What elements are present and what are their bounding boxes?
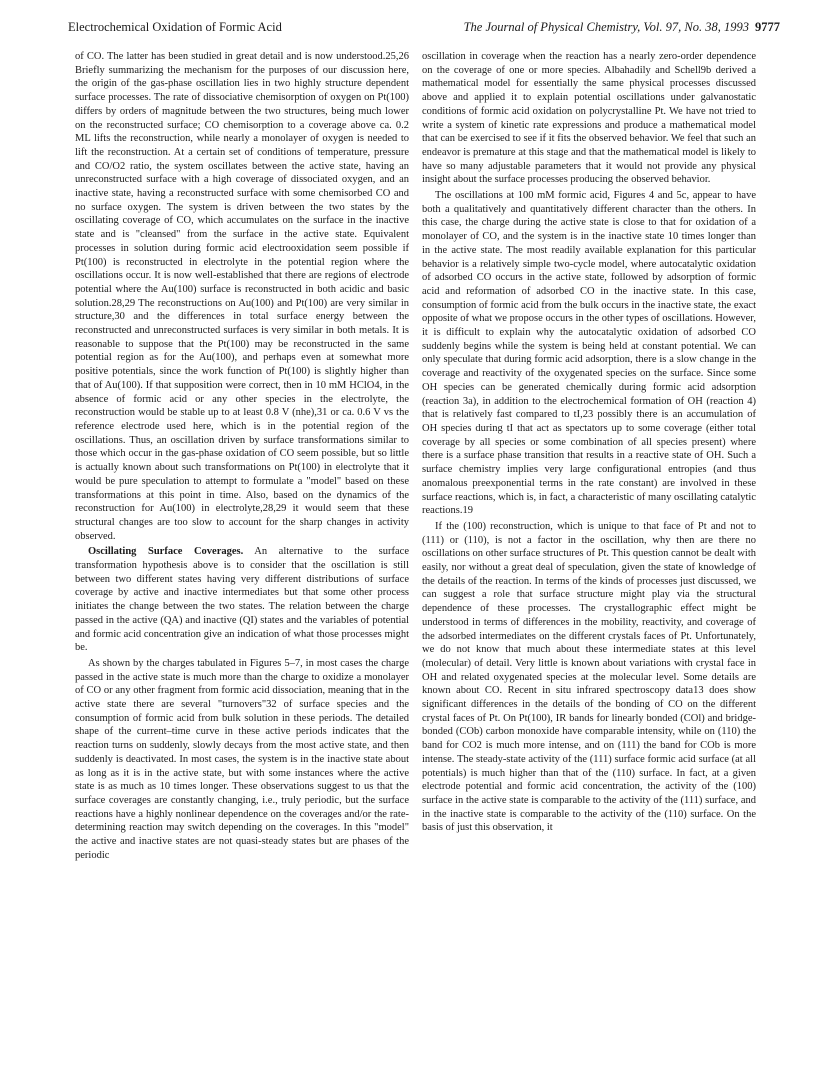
paragraph: oscillation in coverage when the reaction has a nearly zero-order dependence on the coverage of one or more species. Albahadily and Schell9b derived a mathematical model for essentially the same physical processes discussed above and applied it to explain potential oscillations under galvanostatic conditions of formic acid oxidation on polycrystalline Pt. We have not tried to write a system of kinetic rate expressions and produce a mathematical model that can be exercised to see if it fits the observed behavior. We feel that such an endeavor is premature at this stage and that the mathematical model is likely to have so many adjustable parameters that it would not provide any physical insight about the surface processes producing the observed behavior.	[422, 51, 756, 186]
left-column	[75, 50, 409, 862]
journal-name: The Journal of Physical Chemistry, Vol. 97, No. 38, 1993	[463, 20, 749, 34]
paragraph: As shown by the charges tabulated in Figures 5–7, in most cases the charge passed in the active state is much more than the charge to oxidize a monolayer of CO or any other fragment from formic acid dissociation, meaning that in the active state there are several "turnovers"32 of surface species and the consumption of formic acid from bulk solution in these periods. The detailed shape of the current–time curve in these active periods indicates that the reaction turns on suddenly, slowly decays from the most active state, and then suddenly is deactivated. In most cases, the system is in the inactive state about as long as it is in the active state, but with some instances where the active state is as much as 10 times longer. These observations suggest to us that the surface coverages are constantly changing, i.e., truly periodic, but the surface reactions have a highly nonlinear dependence on the coverages and/or the rate-determining reaction may switch depending on the coverages. In this "model" the active and inactive states are not quasi-steady states but are phases of the periodic	[75, 657, 409, 861]
paragraph	[75, 545, 409, 655]
paragraph: If the (100) reconstruction, which is unique to that face of Pt and not to (111) or (110), is not a factor in the oscillation, why then are there no oscillations on other surface structures of Pt. This question cannot be dealt with easily, nor without a great deal of speculation, given the state of knowledge of the details of the reaction. In terms of the kinds of processes just discussed, we can suggest a role that surface structure might play via the structural dependence of these processes. The crystallographic effect might be understood in terms of differences in the mobility, reactivity, and coverage of the adsorbed intermediates on the different crystals faces of Pt. Unfortunately, we do not know that much about these intermediate states at this level (molecular) of detail. Very little is known about variations with crystal face in OH and related oxygenated species at the molecular level. Some details are known about CO. Recent in situ infrared spectroscopy data13 does show significant differences in the details of the bonding of CO on the different crystal faces of Pt. On Pt(100), IR bands for linearly bonded (COl) and bridge-bonded (COb) carbon monoxide have comparable intensity, while on (110) the band for CO2 is much more intense, and on (111) the band for COb is more intense. The steady-state activity of the (111) surface formic acid surface (at all potentials) is much higher than that of the (110) surface. In fact, at a given electrode potential and formic acid concentration, the activity of the (100) surface in the active state is comparable to the activity of the (111) surface, and in the inactive state is comparable to the activity of the (110) surface. On the basis of just this observation, it	[422, 520, 756, 834]
paragraph: of CO. The latter has been studied in great detail and is now understood.25,26 Briefly summarizing the mechanism for the purposes of our discussion here, the origin of the gas-phase oscillation lies in two highly structure dependent surface processes. The rate of dissociative chemisorption of oxygen on Pt(100) differs by orders of magnitude between the two structures, being much lower on the reconstructed surface; CO chemisorption to a coverage above ca. 0.2 ML lifts the reconstruction, while nearly a monolayer of oxygen is needed to lift the reconstruction. At a certain set of conditions of temperature, pressure and CO/O2 ratio, the system oscillates between the active state, having an unreconstructed surface with a high coverage of dissociated oxygen, and an inactive state, having a reconstructed surface with some chemisorbed CO and no surface oxygen. The system is driven between the two states by the oscillating coverage of CO, which accumulates on the surface in the inactive state and is "cleansed" from the surface in the active state. Equivalent processes in solution during formic acid electrooxidation seem possible if Pt(100) is reconstructed in electrolyte in the potential region where the oscillations occur. It is now well-established that there are regions of electrode potential where the Au(100) surface is reconstructed in both acidic and basic solution.28,29 The reconstructions on Au(100) and Pt(100) are very similar in structure,30 and the differences in total surface energy between the reconstructed and unreconstructed surfaces is very similar in both metals. It is reasonable to suppose that the Pt(100) may be reconstructed in the same potential region as for the Au(100), and perhaps even at somewhat more positive potentials, since the work function of Pt(100) is slightly higher than that of Au(100). If that supposition were correct, then in 10 mM HClO4, in the absence of formic acid or any other species in the electrolyte, the reconstruction would be stable up to at least 0.8 V (nhe),31 or ca. 0.6 V vs the reference electrode used here, which is in the potential region of the oscillations. Thus, an oscillation driven by surface transformations similar to those which occur in the gas-phase oxidation of CO seem possible, but so little is actually known about such transformations on Pt(100) in electrolyte that it would be pure speculation to attempt to formulate a "model" based on these transformations at this point in time. Also, based on the dynamics of the reconstruction for Au(100) in electrolyte,28,29 it would seem that these structural changes are too slow to account for the sharp changes in activity observed.	[75, 51, 409, 542]
paragraph-text: An alternative to the surface transformation hypothesis above is to consider that the oscillation is still between two different states having very different distributions of surface coverage by active and inactive intermediates but that some other process initiates the change between the two states. The relation between the charge passed in the active (QA) and inactive (QI) states and the variables of potential and formic acid concentration give an indication of what those processes might be.	[75, 546, 409, 654]
running-header	[68, 20, 780, 40]
paragraph: The oscillations at 100 mM formic acid, Figures 4 and 5c, appear to have both a qualitatively and quantitatively different character than the others. In this case, the charge during the active state is close to that for oxidation of a monolayer of CO, and the system is in the inactive state 10 times longer than in the active state. The most readily available explanation for this particular behavior is a relatively simple two-cycle model, where autocatalytic oxidation of adsorbed CO occurs in the active state, followed by adsorption of formic acid and reformation of adsorbed CO in the inactive state. In this case, consumption of formic acid from the bulk occurs in the inactive state, the exact opposite of what we propose occurs in the other types of oscillations. However, it is difficult to explain why the autocatalytic oxidation of adsorbed CO suddenly begins while the system is being held at constant potential. We can only speculate that during formic acid adsorption, there is a slow change in the coverage and reactivity of the oxygenated species on the surface. Since some OH species can be generated chemically during formic acid adsorption (reaction 3a), in addition to the electrochemical formation of OH (reaction 4) that is relatively fast compared to tI,23 possibly there is an accumulation of OH species during tI that act as spectators up to some coverage (either total coverage by all species or some combination of all species present) where there is a surface phase transition that results in a reactive state of OH. Such a surface chemistry implies very large configurational entropies (and thus anomalous preexponential terms in the rate constant) are involved in these surface reactions, which is, in fact, a characteristic of many oscillating catalytic reactions.19	[422, 190, 756, 517]
section-heading: Oscillating Surface Coverages.	[88, 546, 244, 558]
page-number: 9777	[755, 20, 780, 34]
running-title: Electrochemical Oxidation of Formic Acid	[68, 20, 282, 34]
journal-citation	[464, 20, 780, 35]
right-column	[422, 50, 756, 835]
